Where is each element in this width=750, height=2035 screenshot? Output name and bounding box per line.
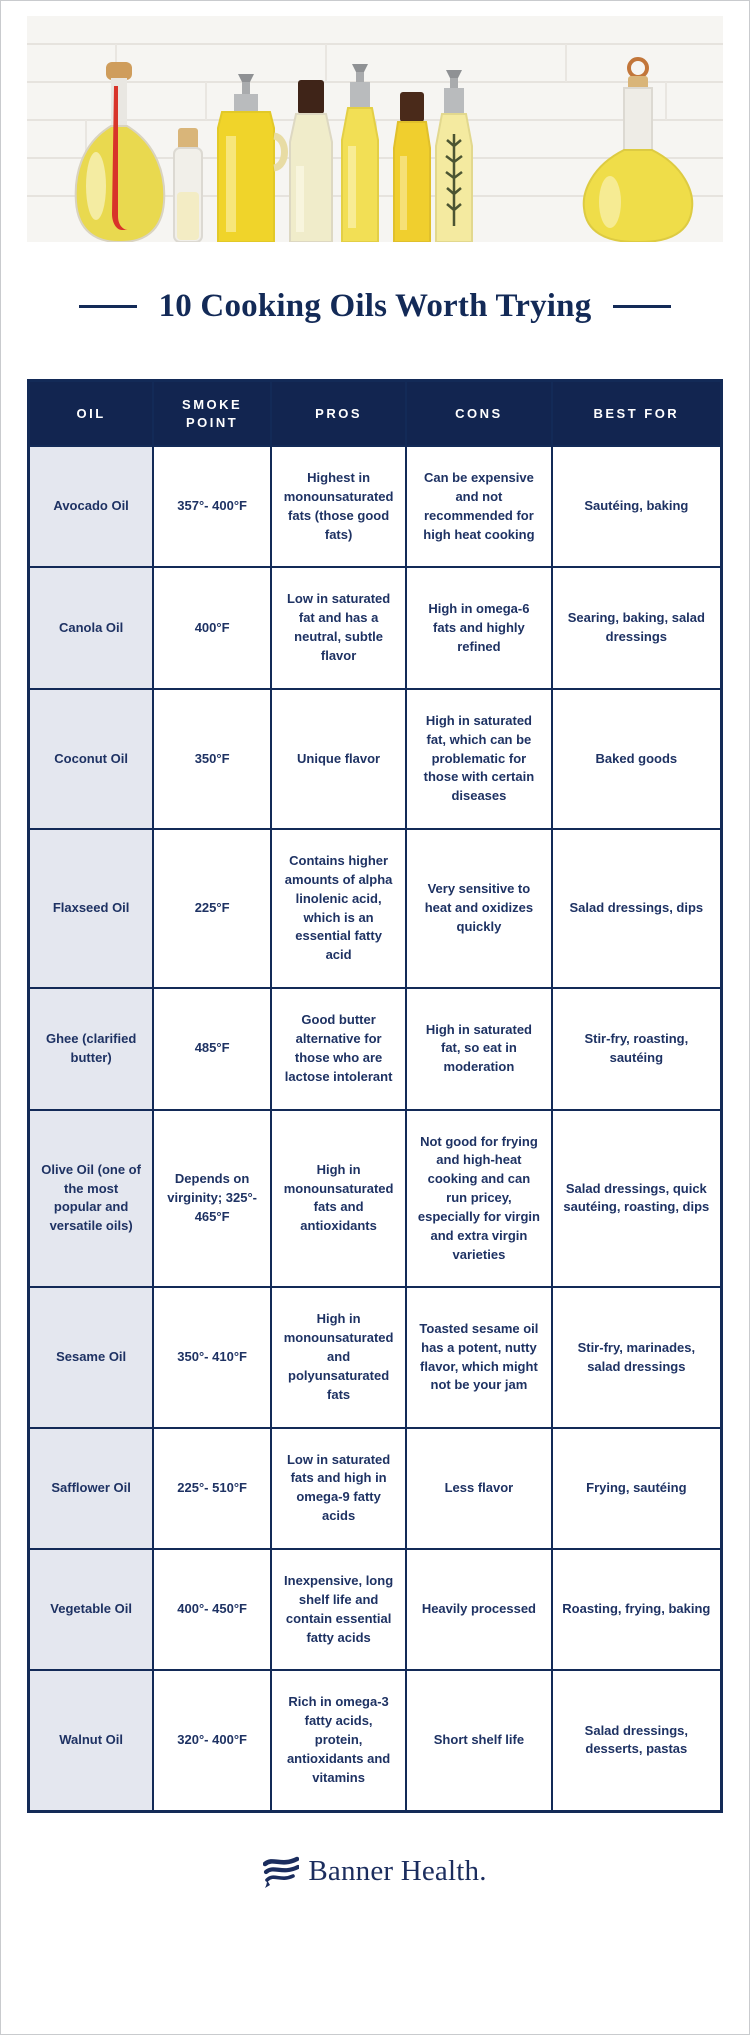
smoke-point-cell: 350°- 410°F — [153, 1287, 271, 1427]
table-row — [29, 689, 722, 829]
pros-cell: Unique flavor — [271, 689, 406, 829]
page-title-row — [27, 288, 723, 325]
cons-cell: High in omega-6 fats and highly refined — [406, 567, 552, 688]
page-title: 10 Cooking Oils Worth Trying — [158, 288, 592, 324]
pros-cell: High in monounsaturated fats and antioxidants — [271, 1110, 406, 1288]
column-header-best-for: BEST FOR — [552, 381, 722, 447]
oil-bottles-photo — [27, 16, 723, 242]
oil-name-cell: Flaxseed Oil — [29, 829, 154, 988]
title-dash-right — [613, 305, 671, 308]
column-header-pros: PROS — [271, 381, 406, 447]
footer — [27, 1855, 723, 1889]
smoke-point-cell: 225°F — [153, 829, 271, 988]
pros-cell: Contains higher amounts of alpha linolenic acid, which is an essential fatty acid — [271, 829, 406, 988]
oil-name-cell: Sesame Oil — [29, 1287, 154, 1427]
best-for-cell: Stir-fry, roasting, sautéing — [552, 988, 722, 1109]
table-row — [29, 1549, 722, 1670]
oil-name-cell: Olive Oil (one of the most popular and versatile oils) — [29, 1110, 154, 1288]
table-row — [29, 1287, 722, 1427]
best-for-cell: Salad dressings, desserts, pastas — [552, 1670, 722, 1811]
infographic-page — [1, 1, 749, 1919]
oil-name-cell: Avocado Oil — [29, 446, 154, 567]
oil-bottles-illustration — [27, 16, 723, 242]
column-header-smoke-point: SMOKE POINT — [153, 381, 271, 447]
oil-name-cell: Canola Oil — [29, 567, 154, 688]
pros-cell: Good butter alternative for those who are lactose intolerant — [271, 988, 406, 1109]
banner-health-logo-text: Banner Health. — [308, 1855, 487, 1888]
best-for-cell: Stir-fry, marinades, salad dressings — [552, 1287, 722, 1427]
cons-cell: Very sensitive to heat and oxidizes quickly — [406, 829, 552, 988]
smoke-point-cell: 350°F — [153, 689, 271, 829]
table-row — [29, 988, 722, 1109]
table-body — [29, 446, 722, 1811]
oil-name-cell: Safflower Oil — [29, 1428, 154, 1549]
title-dash-left — [79, 305, 137, 308]
column-header-oil: OIL — [29, 381, 154, 447]
cons-cell: Can be expensive and not recommended for high heat cooking — [406, 446, 552, 567]
oil-name-cell: Coconut Oil — [29, 689, 154, 829]
banner-flag-icon — [263, 1855, 299, 1889]
cons-cell: Less flavor — [406, 1428, 552, 1549]
oil-name-cell: Vegetable Oil — [29, 1549, 154, 1670]
smoke-point-cell: 485°F — [153, 988, 271, 1109]
cons-cell: High in saturated fat, which can be problematic for those with certain diseases — [406, 689, 552, 829]
best-for-cell: Salad dressings, dips — [552, 829, 722, 988]
best-for-cell: Frying, sautéing — [552, 1428, 722, 1549]
smoke-point-cell: 357°- 400°F — [153, 446, 271, 567]
best-for-cell: Sautéing, baking — [552, 446, 722, 567]
best-for-cell: Baked goods — [552, 689, 722, 829]
cons-cell: Toasted sesame oil has a potent, nutty flavor, which might not be your jam — [406, 1287, 552, 1427]
cons-cell: High in saturated fat, so eat in moderation — [406, 988, 552, 1109]
pros-cell: High in monounsaturated and polyunsaturated fats — [271, 1287, 406, 1427]
table-row — [29, 1428, 722, 1549]
best-for-cell: Roasting, frying, baking — [552, 1549, 722, 1670]
oil-bottle-illustration — [174, 128, 202, 242]
smoke-point-cell: 225°- 510°F — [153, 1428, 271, 1549]
best-for-cell: Searing, baking, salad dressings — [552, 567, 722, 688]
smoke-point-cell: 320°- 400°F — [153, 1670, 271, 1811]
column-header-cons: CONS — [406, 381, 552, 447]
smoke-point-cell: Depends on virginity; 325°- 465°F — [153, 1110, 271, 1288]
smoke-point-cell: 400°- 450°F — [153, 1549, 271, 1670]
cons-cell: Short shelf life — [406, 1670, 552, 1811]
table-row — [29, 446, 722, 567]
table-row — [29, 567, 722, 688]
table-header-row — [29, 381, 722, 447]
pros-cell: Highest in monounsaturated fats (those good fats) — [271, 446, 406, 567]
pros-cell: Low in saturated fats and high in omega-9 fatty acids — [271, 1428, 406, 1549]
oil-name-cell: Walnut Oil — [29, 1670, 154, 1811]
table-row — [29, 1670, 722, 1811]
smoke-point-cell: 400°F — [153, 567, 271, 688]
table-row — [29, 829, 722, 988]
table-row — [29, 1110, 722, 1288]
oil-name-cell: Ghee (clarified butter) — [29, 988, 154, 1109]
pros-cell: Inexpensive, long shelf life and contain essential fatty acids — [271, 1549, 406, 1670]
pros-cell: Rich in omega-3 fatty acids, protein, antioxidants and vitamins — [271, 1670, 406, 1811]
pros-cell: Low in saturated fat and has a neutral, subtle flavor — [271, 567, 406, 688]
cons-cell: Heavily processed — [406, 1549, 552, 1670]
cooking-oils-table — [27, 379, 723, 1813]
cons-cell: Not good for frying and high-heat cooking and can run pricey, especially for virgin and extra virgin varieties — [406, 1110, 552, 1288]
best-for-cell: Salad dressings, quick sautéing, roasting, dips — [552, 1110, 722, 1288]
